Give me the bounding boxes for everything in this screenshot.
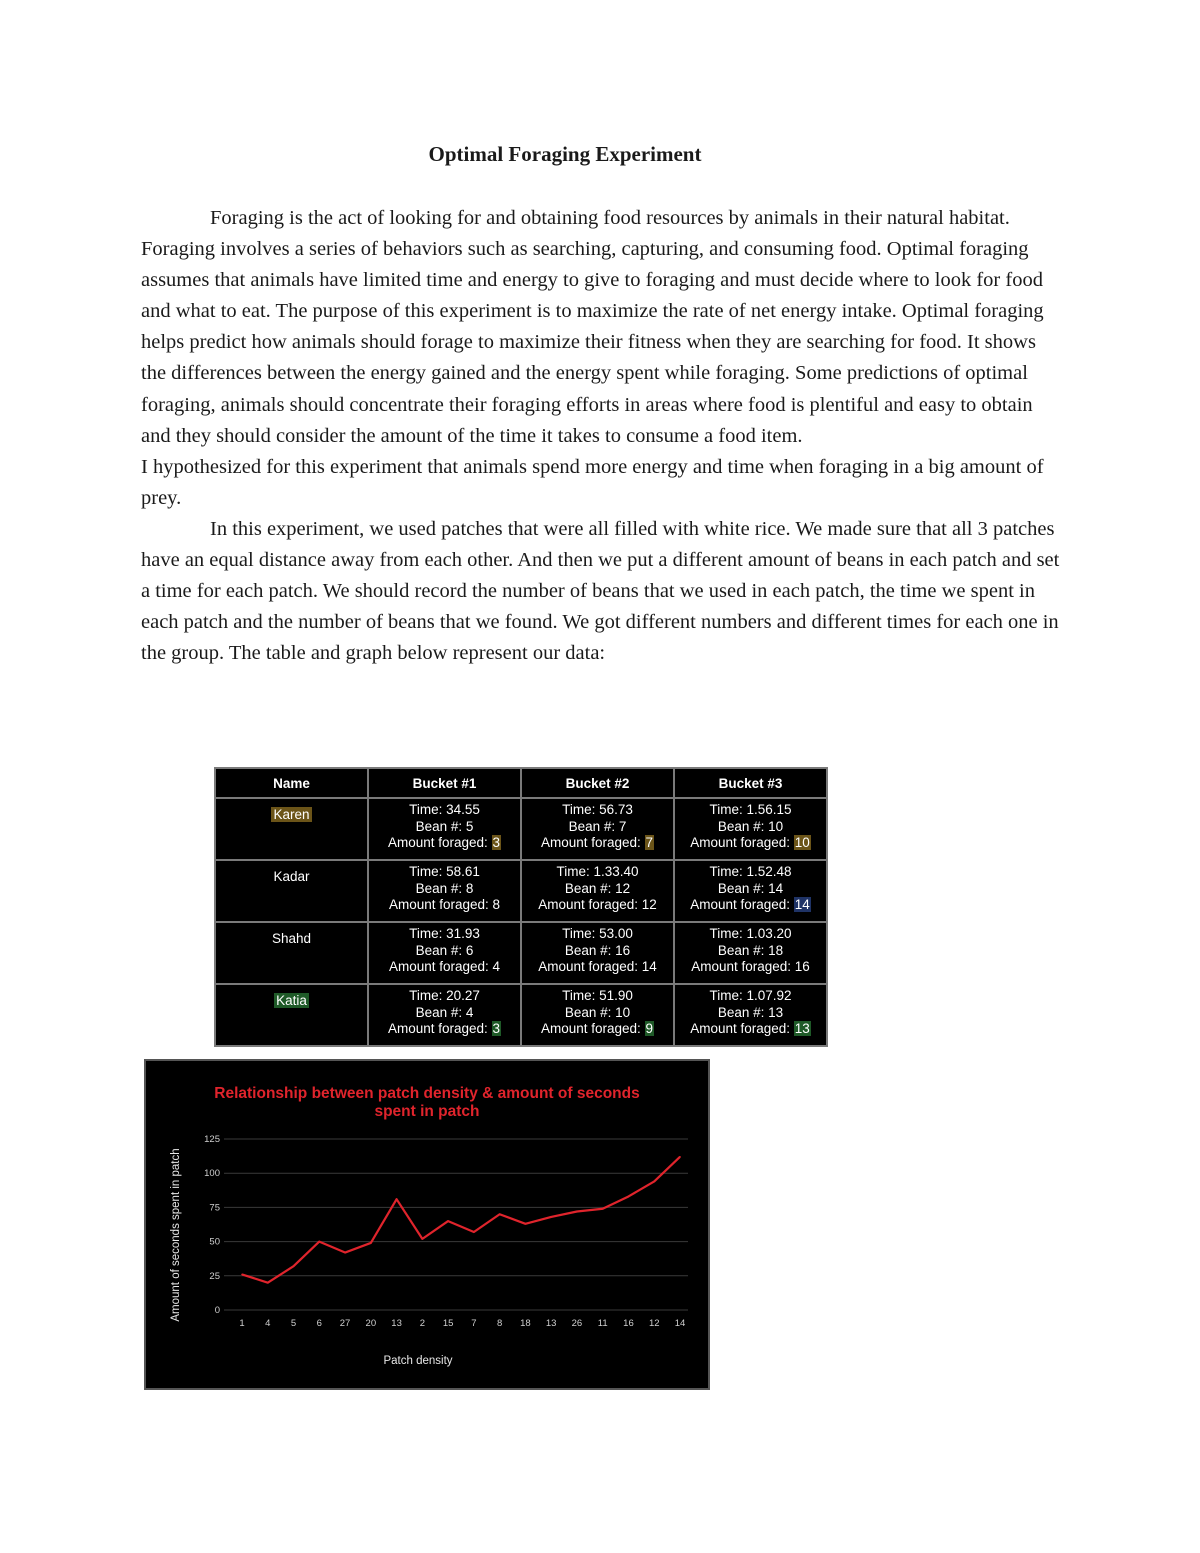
y-tick-label: 75 <box>209 1202 220 1214</box>
bucket-cell <box>521 798 674 860</box>
amount-foraged <box>676 1021 825 1038</box>
data-point <box>550 1216 552 1218</box>
y-tick-label: 50 <box>209 1236 220 1248</box>
amount-label: Amount foraged: <box>690 835 794 850</box>
bucket-cell <box>368 798 521 860</box>
y-tick-label: 100 <box>204 1168 220 1180</box>
time-value: Time: 58.61 <box>409 864 480 879</box>
name-cell <box>215 798 368 860</box>
time-value: Time: 53.00 <box>562 926 633 941</box>
time-value: Time: 1.33.40 <box>556 864 639 879</box>
bucket-cell <box>674 922 827 984</box>
paragraph-intro: Foraging is the act of looking for and obtaining food resources by animals in their natural habitat. Foraging involves a series of behaviors such as searching, capturing, and consuming food. Optimal foraging assumes that animals have limited time and energy to give to foraging and must decide where to look for food and what to eat. The purpose of this experiment is to maximize the rate of net energy intake. Optimal foraging helps predict how animals should forage to maximize their fitness when they are searching for food. It shows the differences between the energy gained and the energy spent while foraging. Some predictions of optimal foraging, animals should concentrate their foraging efforts in areas where food is plentiful and easy to obtain and they should consider the amount of the time it takes to consume a food item. <box>141 207 1044 447</box>
time-value: Time: 1.56.15 <box>709 802 792 817</box>
amount-value: 3 <box>492 835 501 850</box>
x-tick-label: 20 <box>365 1318 377 1329</box>
name-cell <box>215 984 368 1046</box>
bean-count: Bean #: 5 <box>415 818 474 834</box>
x-tick-label: 27 <box>339 1318 351 1329</box>
table-row <box>215 984 827 1046</box>
bucket-cell <box>521 922 674 984</box>
amount-label: Amount foraged: <box>690 1021 794 1036</box>
person-name: Shahd <box>271 931 312 946</box>
amount-value: 10 <box>794 835 810 850</box>
time-value: Time: 31.93 <box>409 926 480 941</box>
amount-foraged <box>523 835 672 852</box>
time-value: Time: 56.73 <box>562 802 633 817</box>
bean-count: Bean #: 10 <box>564 1004 631 1020</box>
amount-foraged <box>523 897 672 914</box>
data-point <box>396 1198 398 1200</box>
person-name: Karen <box>273 807 310 822</box>
amount-value: 8 <box>492 897 501 912</box>
amount-foraged <box>370 1021 519 1038</box>
time-value: Time: 51.90 <box>562 988 633 1003</box>
x-tick-labels <box>239 1318 685 1329</box>
amount-label: Amount foraged: <box>538 897 642 912</box>
amount-foraged <box>676 835 825 852</box>
bucket-cell <box>674 860 827 922</box>
data-point <box>241 1274 243 1276</box>
page-title: Optimal Foraging Experiment <box>428 142 702 166</box>
amount-label: Amount foraged: <box>388 959 493 974</box>
amount-foraged <box>676 959 825 976</box>
amount-label: Amount foraged: <box>387 1021 492 1036</box>
data-point <box>602 1208 604 1210</box>
y-tick-label: 0 <box>214 1305 220 1316</box>
x-tick-label: 11 <box>597 1318 608 1329</box>
x-tick-label: 7 <box>471 1318 477 1329</box>
chart-title-line-1: Relationship between patch density & amount of seconds <box>214 1085 640 1102</box>
bucket-cell <box>674 798 827 860</box>
x-tick-label: 5 <box>290 1318 297 1329</box>
x-tick-label: 15 <box>442 1318 454 1329</box>
table-row <box>215 798 827 860</box>
x-tick-label: 16 <box>623 1318 634 1329</box>
table-row <box>215 922 827 984</box>
body-text <box>141 203 1066 669</box>
data-point <box>447 1220 449 1222</box>
amount-label: Amount foraged: <box>691 959 795 974</box>
bean-count: Bean #: 10 <box>717 818 784 834</box>
amount-label: Amount foraged: <box>387 835 492 850</box>
data-point <box>499 1213 501 1215</box>
data-point <box>653 1181 655 1183</box>
data-point <box>576 1211 578 1213</box>
data-table <box>214 767 828 1047</box>
bucket-cell <box>521 984 674 1046</box>
x-tick-label: 13 <box>391 1318 402 1329</box>
amount-label: Amount foraged: <box>388 897 493 912</box>
chart-svg <box>146 1061 708 1388</box>
amount-value: 16 <box>794 959 810 974</box>
bean-count: Bean #: 4 <box>415 1004 474 1020</box>
bean-count: Bean #: 14 <box>717 880 784 896</box>
chart-title-line-2: spent in patch <box>374 1103 480 1120</box>
name-cell <box>215 922 368 984</box>
table-row <box>215 860 827 922</box>
amount-value: 12 <box>641 897 657 912</box>
data-point <box>473 1231 475 1233</box>
bucket-cell <box>521 860 674 922</box>
column-header-bucket-1: Bucket #1 <box>368 768 521 798</box>
x-tick-label: 12 <box>648 1318 660 1329</box>
bean-count: Bean #: 18 <box>717 942 784 958</box>
data-point <box>318 1241 320 1243</box>
amount-value: 14 <box>641 959 657 974</box>
series-line-layer <box>241 1156 681 1283</box>
amount-label: Amount foraged: <box>540 835 645 850</box>
x-tick-label: 8 <box>496 1318 503 1329</box>
data-point <box>344 1252 346 1254</box>
amount-label: Amount foraged: <box>540 1021 645 1036</box>
x-tick-label: 6 <box>316 1318 322 1329</box>
y-axis-label: Amount of seconds spent in patch <box>170 1148 182 1322</box>
amount-foraged <box>676 897 825 914</box>
time-value: Time: 34.55 <box>409 802 480 817</box>
line-chart <box>144 1059 710 1390</box>
amount-value: 4 <box>492 959 501 974</box>
bean-count: Bean #: 16 <box>564 942 631 958</box>
amount-foraged <box>370 959 519 976</box>
data-point <box>679 1156 681 1158</box>
bean-count: Bean #: 7 <box>568 818 627 834</box>
x-tick-label: 4 <box>265 1318 271 1329</box>
person-name: Kadar <box>273 869 310 884</box>
bucket-cell <box>368 860 521 922</box>
series-line <box>242 1157 680 1283</box>
amount-foraged <box>370 897 519 914</box>
amount-value: 9 <box>645 1021 654 1036</box>
bucket-cell <box>368 922 521 984</box>
y-tick-label: 125 <box>204 1134 220 1145</box>
time-value: Time: 20.27 <box>409 988 480 1003</box>
paragraph-method: In this experiment, we used patches that were all filled with white rice. We made sure that all 3 patches have an equal distance away from each other. And then we put a different amount of beans in each patch and set a time for each patch. We should record the number of beans that we used in each patch, the time we spent in each patch and the number of beans that we found. We got different numbers and different times for each one in the group. The table and graph below represent our data: <box>141 517 1060 665</box>
amount-value: 13 <box>794 1021 810 1036</box>
x-tick-label: 13 <box>545 1318 557 1329</box>
paragraph-hypothesis: I hypothesized for this experiment that animals spend more energy and time when foraging in a big amount of prey. <box>141 455 1044 509</box>
bucket-cell <box>674 984 827 1046</box>
bucket-cell <box>368 984 521 1046</box>
data-point <box>267 1282 269 1284</box>
data-point <box>293 1265 295 1267</box>
bean-count: Bean #: 8 <box>415 880 474 896</box>
y-tick-label: 25 <box>209 1270 220 1282</box>
amount-foraged <box>523 959 672 976</box>
amount-foraged <box>370 835 519 852</box>
time-value: Time: 1.52.48 <box>709 864 792 879</box>
time-value: Time: 1.07.92 <box>709 988 792 1003</box>
amount-value: 14 <box>794 897 810 912</box>
name-cell <box>215 860 368 922</box>
amount-label: Amount foraged: <box>538 959 642 974</box>
data-point <box>628 1196 630 1198</box>
time-value: Time: 1.03.20 <box>709 926 792 941</box>
amount-value: 3 <box>492 1021 501 1036</box>
table-header-row <box>215 768 827 798</box>
x-tick-label: 14 <box>674 1318 686 1329</box>
amount-foraged <box>523 1021 672 1038</box>
column-header-bucket-3: Bucket #3 <box>674 768 827 798</box>
x-tick-label: 1 <box>239 1318 245 1329</box>
bean-count: Bean #: 13 <box>717 1004 784 1020</box>
x-tick-label: 2 <box>419 1318 426 1329</box>
data-point <box>370 1242 372 1244</box>
x-tick-label: 18 <box>520 1318 531 1329</box>
y-tick-labels <box>204 1134 220 1316</box>
x-axis-label: Patch density <box>383 1355 453 1367</box>
amount-label: Amount foraged: <box>690 897 794 912</box>
data-point <box>422 1238 424 1240</box>
column-header-bucket-2: Bucket #2 <box>521 768 674 798</box>
amount-value: 7 <box>645 835 654 850</box>
person-name: Katia <box>276 993 307 1008</box>
bean-count: Bean #: 12 <box>564 880 631 896</box>
data-point <box>525 1223 527 1225</box>
column-header-name: Name <box>215 768 368 798</box>
x-tick-label: 26 <box>571 1318 583 1329</box>
bean-count: Bean #: 6 <box>415 942 474 958</box>
